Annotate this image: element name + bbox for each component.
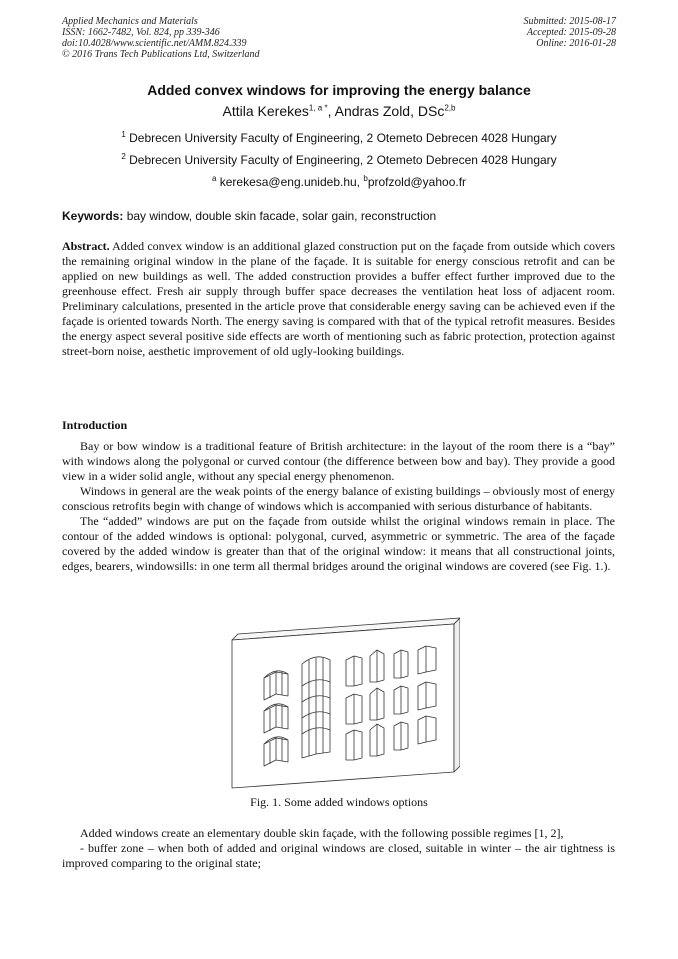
abstract-text: Added convex window is an additional glazed construction put on the façade from outside which covers the remaining original window in the plane of the façade. It is suitable for energy conscious retrofit and can be applied on new buildings as well. The added construction provides a buffer effect further improved due to the greenhouse effect. Fresh air supply through buffer space decreases the ventilation heat loss of adjacent room. Preliminary calculations, presented in the article prove that considerable energy saving can be achieved even if the façade is oriented towards North. The energy saving is compared with that of the typical retrofit measures. Besides the energy aspect several positive side effects are worth of mentioning such as fabric protection, protection against street-born noise, aesthetic improvement of old ugly-looking buildings. <box>62 239 615 358</box>
keywords <box>62 209 622 223</box>
submitted-date: Submitted: 2015-08-17 <box>523 16 616 27</box>
box-window-c5-r3 <box>394 722 408 750</box>
affiliation-2-sup: 2 <box>121 152 126 161</box>
author-2-sup: 2,b <box>444 103 456 113</box>
angled-window-c6-r2 <box>418 682 436 710</box>
intro-paragraph-2: Windows in general are the weak points of the energy balance of existing buildings – obviously most of energy conscious retrofits begin with change of windows which is accompanied with serious disturbance of habitants. <box>62 484 615 513</box>
affiliation-1-sup: 1 <box>121 130 126 139</box>
triangle-window-c4-r1 <box>370 650 384 682</box>
online-date: Online: 2016-01-28 <box>536 38 616 49</box>
box-window-c3-r3 <box>346 730 362 760</box>
copyright-line: © 2016 Trans Tech Publications Ltd, Switzerland <box>62 49 260 60</box>
abstract-label: Abstract. <box>62 239 110 253</box>
journal-name: Applied Mechanics and Materials <box>62 16 198 27</box>
triangle-window-c4-r2 <box>370 688 384 720</box>
paper-title: Added convex windows for improving the energy balance <box>147 82 531 98</box>
box-window-c5-r2 <box>394 686 408 714</box>
introduction-body <box>62 439 615 574</box>
triangle-window-c4-r3 <box>370 724 384 756</box>
post-figure-paragraph-2: - buffer zone – when both of added and original windows are closed, suitable in winter – the air tightness is improved comparing to the original state; <box>62 841 615 870</box>
abstract <box>62 239 615 359</box>
box-window-c3-r1 <box>346 656 362 686</box>
author-1: Attila Kerekes <box>222 103 309 119</box>
facade-side-edge <box>454 618 460 772</box>
email-line <box>0 175 678 189</box>
affiliation-1 <box>0 131 678 145</box>
author-1-sup: 1, a * <box>308 103 328 113</box>
box-window-c5-r1 <box>394 650 408 678</box>
affiliation-2 <box>0 153 678 167</box>
email-b-sup: b <box>363 174 368 183</box>
doi-line: doi:10.4028/www.scientific.net/AMM.824.339 <box>62 38 247 49</box>
author-line <box>0 103 678 119</box>
angled-window-c6-r3 <box>418 716 436 744</box>
intro-paragraph-3: The “added” windows are put on the façade from outside whilst the original windows remain in place. The contour of the added windows is optional: polygonal, curved, asymmetric or symmetric. The area of the façade covered by the added window is greater than that of the original window: it means that all constructional joints, edges, bearers, windowsills: in one term all thermal bridges around the original windows are covered (see Fig. 1.). <box>62 514 615 573</box>
dates-info <box>524 16 617 49</box>
post-figure-paragraph-1: Added windows create an elementary double skin façade, with the following possible regimes [1, 2], <box>80 826 564 840</box>
bay-window-tall-stack <box>302 657 330 758</box>
email-a-sup: a <box>211 174 217 183</box>
author-2: Andras Zold, DSc <box>334 103 445 119</box>
keywords-label: Keywords: <box>62 209 124 223</box>
accepted-date: Accepted: 2015-09-28 <box>526 27 616 38</box>
affiliation-1-text: Debrecen University Faculty of Engineering, 2 Otemeto Debrecen 4028 Hungary <box>129 131 557 145</box>
author-separator: , <box>327 103 335 119</box>
intro-paragraph-1: Bay or bow window is a traditional feature of British architecture: in the layout of the room there is a “bay” with windows along the polygonal or curved contour (the difference between bow and bay). They provide a good view in a wider solid angle, without any special energy phenomenon. <box>62 439 615 483</box>
angled-window-c6-r1 <box>418 646 436 674</box>
email-a: kerekesa@eng.unideb.hu, <box>219 175 361 189</box>
introduction-heading: Introduction <box>62 418 128 432</box>
keywords-text: bay window, double skin facade, solar gain, reconstruction <box>126 209 437 223</box>
figure-added-windows <box>224 612 460 790</box>
email-b: profzold@yahoo.fr <box>367 175 467 189</box>
affiliation-2-text: Debrecen University Faculty of Engineering, 2 Otemeto Debrecen 4028 Hungary <box>129 153 557 167</box>
figure-caption: Fig. 1. Some added windows options <box>250 795 428 809</box>
box-window-c3-r2 <box>346 694 362 724</box>
issn-line: ISSN: 1662-7482, Vol. 824, pp 339-346 <box>62 27 220 38</box>
post-figure-text <box>62 826 615 871</box>
journal-info <box>62 16 260 60</box>
